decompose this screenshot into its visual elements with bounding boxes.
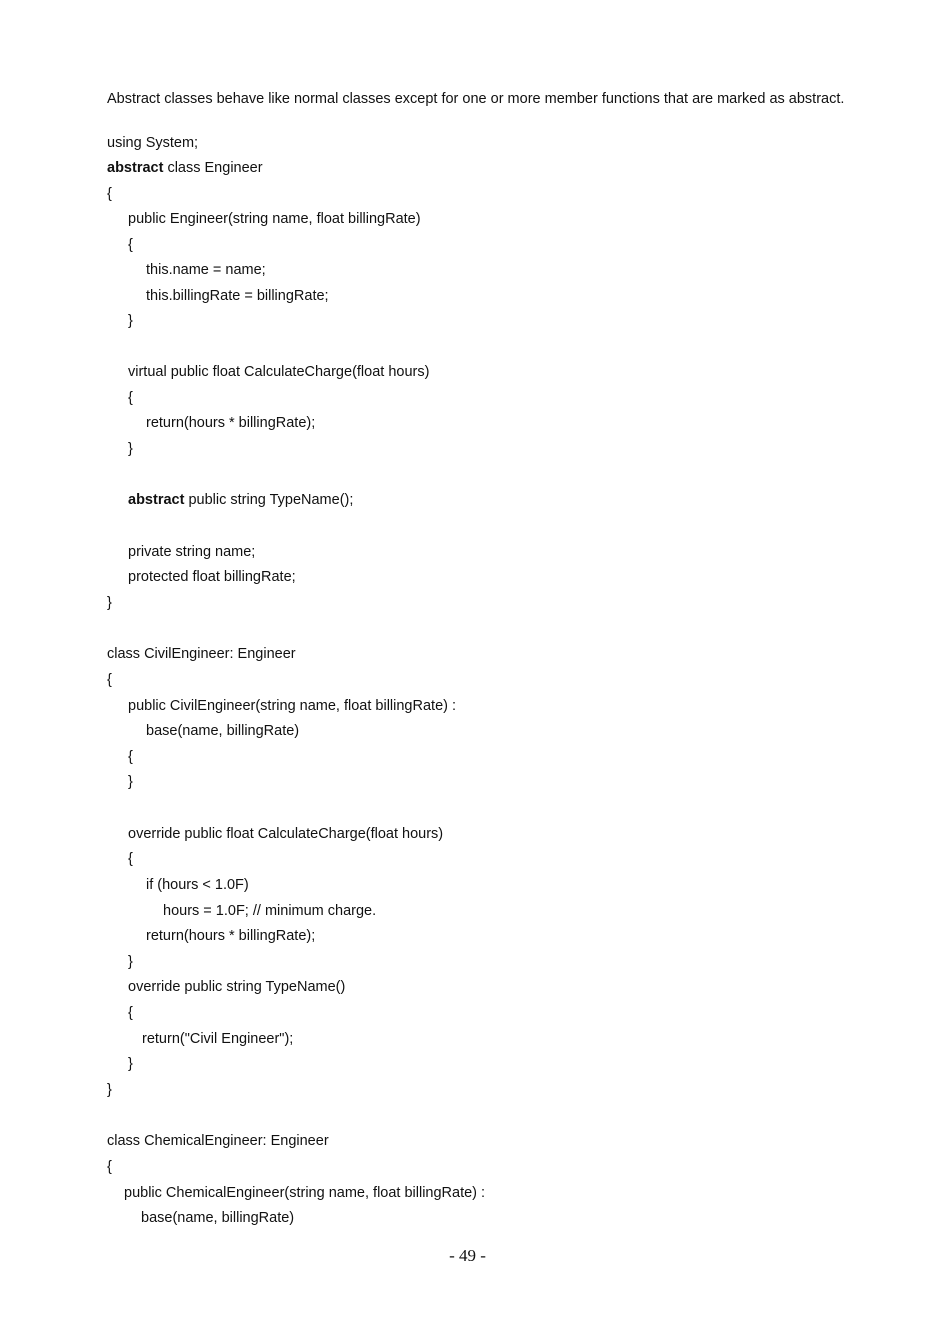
code-text: class Engineer xyxy=(163,160,263,176)
code-text: return(hours * billingRate); xyxy=(146,928,316,944)
code-text: { xyxy=(128,390,133,406)
code-text: base(name, billingRate) xyxy=(146,723,300,739)
code-text: return("Civil Engineer"); xyxy=(142,1031,294,1047)
code-text: { xyxy=(107,186,112,202)
code-text: public Engineer(string name, float billingRate) xyxy=(128,211,421,227)
code-line xyxy=(128,849,133,869)
code-text: public string TypeName(); xyxy=(184,492,354,508)
code-line xyxy=(146,260,266,280)
code-line xyxy=(128,388,133,408)
page-number: - 49 - xyxy=(449,1246,486,1265)
code-line xyxy=(128,824,443,844)
code-text: } xyxy=(107,595,112,611)
code-line xyxy=(107,184,112,204)
code-line xyxy=(124,1183,485,1203)
code-line xyxy=(128,696,456,716)
code-text: virtual public float CalculateCharge(float hours) xyxy=(128,364,430,380)
code-line xyxy=(128,772,133,792)
code-line xyxy=(107,1131,329,1151)
code-keyword: abstract xyxy=(107,160,164,176)
code-line xyxy=(146,926,315,946)
code-line xyxy=(107,593,112,613)
code-line xyxy=(128,311,133,331)
code-text: class ChemicalEngineer: Engineer xyxy=(107,1133,329,1149)
code-text: public ChemicalEngineer(string name, float billingRate) : xyxy=(124,1185,486,1201)
code-text: { xyxy=(128,851,133,867)
code-line xyxy=(146,286,329,306)
code-text: } xyxy=(128,1056,133,1072)
code-line xyxy=(128,567,296,587)
code-text: { xyxy=(128,1005,133,1021)
code-text: { xyxy=(107,1159,112,1175)
code-text: public CivilEngineer(string name, float billingRate) : xyxy=(128,698,457,714)
code-line xyxy=(107,644,296,664)
code-line xyxy=(128,977,345,997)
code-text: this.billingRate = billingRate; xyxy=(146,288,329,304)
code-line xyxy=(163,901,376,921)
code-text: base(name, billingRate) xyxy=(141,1210,295,1226)
code-text: override public float CalculateCharge(float hours) xyxy=(128,826,444,842)
code-line xyxy=(128,542,255,562)
code-line xyxy=(146,875,249,895)
code-text: } xyxy=(128,441,133,457)
code-line xyxy=(107,158,263,178)
intro-paragraph: Abstract classes behave like normal classes except for one or more member functions that are marked as abstract. xyxy=(107,91,845,107)
code-line xyxy=(141,1208,294,1228)
code-line xyxy=(146,413,315,433)
code-line xyxy=(142,1029,293,1049)
code-line xyxy=(146,721,299,741)
code-line xyxy=(128,952,133,972)
code-text: using System; xyxy=(107,135,199,151)
code-line xyxy=(128,235,133,255)
code-line xyxy=(107,133,198,153)
code-text: this.name = name; xyxy=(146,262,266,278)
code-text: return(hours * billingRate); xyxy=(146,415,316,431)
code-text: } xyxy=(128,313,133,329)
code-text: } xyxy=(107,1082,112,1098)
code-text: { xyxy=(128,749,133,765)
code-line xyxy=(107,1080,112,1100)
code-line xyxy=(128,209,421,229)
code-line xyxy=(128,439,133,459)
code-line xyxy=(107,670,112,690)
code-line xyxy=(128,362,429,382)
code-line xyxy=(128,1003,133,1023)
code-text: class CivilEngineer: Engineer xyxy=(107,646,296,662)
code-line xyxy=(107,1157,112,1177)
code-line xyxy=(128,747,133,767)
code-text: hours = 1.0F; // minimum charge. xyxy=(163,903,377,919)
code-text: if (hours < 1.0F) xyxy=(146,877,249,893)
code-text: { xyxy=(107,672,112,688)
code-text: } xyxy=(128,954,133,970)
code-text: protected float billingRate; xyxy=(128,569,296,585)
code-line xyxy=(128,1054,133,1074)
code-text: } xyxy=(128,774,133,790)
code-line xyxy=(128,490,353,510)
code-text: override public string TypeName() xyxy=(128,979,346,995)
code-text: private string name; xyxy=(128,544,256,560)
code-text: { xyxy=(128,237,133,253)
code-keyword: abstract xyxy=(128,492,185,508)
